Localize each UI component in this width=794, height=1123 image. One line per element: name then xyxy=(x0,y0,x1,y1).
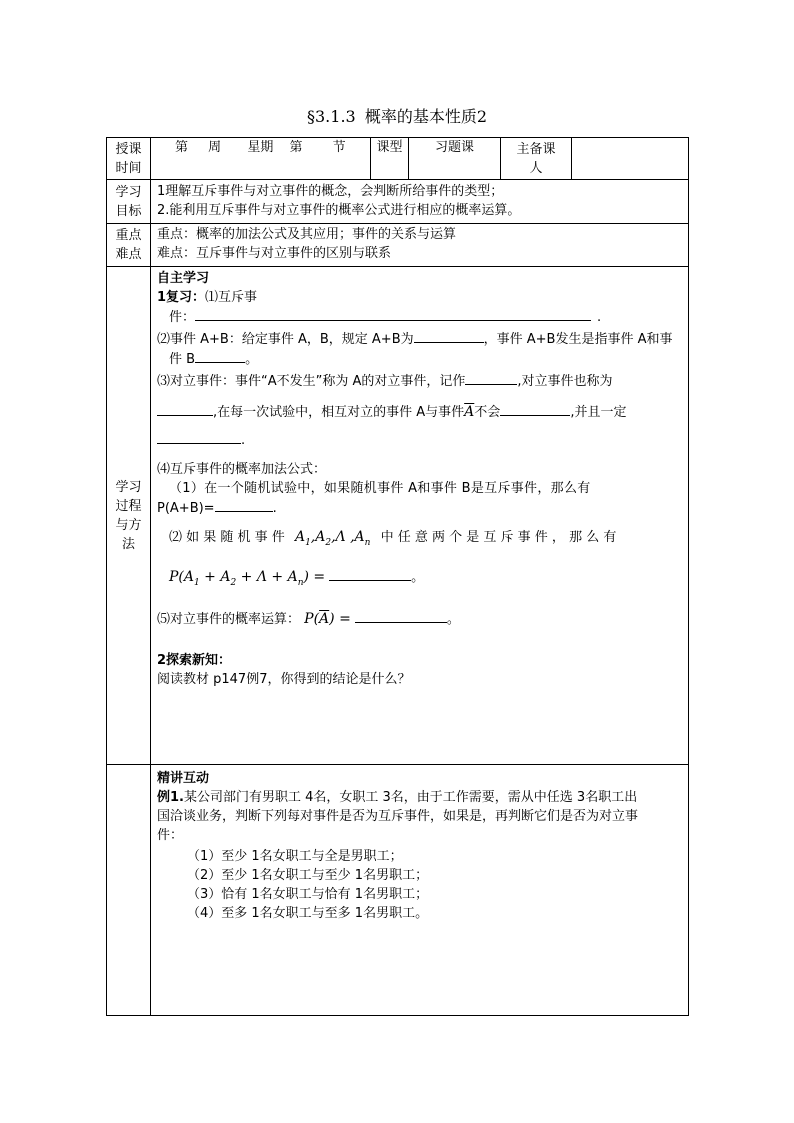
interaction-title: 精讲互动 xyxy=(157,771,210,786)
period-cell: 第 周 星期 第 节 xyxy=(151,138,371,180)
goals-row xyxy=(107,180,689,224)
review-q4-1-formula: P(A+B)= . xyxy=(157,498,682,518)
list-item: （4）至多 1名女职工与至多 1名男职工。 xyxy=(187,906,429,921)
process-row xyxy=(107,267,689,765)
review-q2: ⑵事件 A+B：给定事件 A，B，规定 A+B为 ，事件 A+B发生是指事件 A和事 xyxy=(157,329,682,349)
explore-title: 2探索新知： xyxy=(157,652,232,668)
keypoints-label: 重点 难点 xyxy=(107,224,151,267)
goal-item: 2.能利用互斥事件与对立事件的概率公式进行相应的概率运算。 xyxy=(157,203,521,218)
example-items xyxy=(157,847,682,923)
example-line-2: 国洽谈业务，判断下列每对事件是否为互斥事件，如果是，再判断它们是否为对立事 xyxy=(157,809,639,824)
review-q5: ⑸对立事件的概率运算： $P(\overline{A})$ = 。 xyxy=(157,610,460,627)
title-text: 概率的基本性质2 xyxy=(364,107,487,126)
goals-label: 学习 目标 xyxy=(107,180,151,224)
lesson-table xyxy=(106,137,689,1016)
type-value: 习题课 xyxy=(409,138,501,180)
keypoints-content xyxy=(151,224,689,267)
section-number: §3.1.3 xyxy=(307,107,356,126)
review-q3-cont: ,在每一次试验中，相互对立的事件 A与事件$\overline{A}$不会 ,并且一定 xyxy=(157,402,682,422)
review-q4-2: ⑵ 如 果 随 机 事 件 $A_1,A_2,\Lambda$ $,A_n$ 中 任 意 两 个 是 互 斥 事 件 ， 那 么 有 xyxy=(169,529,617,548)
review-q2-cont: 件 B 。 xyxy=(157,349,682,369)
important-point: 重点：概率的加法公式及其应用；事件的关系与运算 xyxy=(157,227,457,242)
process-content xyxy=(151,267,689,765)
list-item: （3）恰有 1名女职工与恰有 1名男职工； xyxy=(187,887,429,902)
example-line-3: 件： xyxy=(157,828,184,843)
review-q1: 1复习：⑴互斥事 xyxy=(157,290,258,305)
review-q4-title: ⑷互斥事件的概率加法公式： xyxy=(157,462,327,477)
interaction-content xyxy=(151,765,689,1016)
review-q4-1: （1）在一个随机试验中，如果随机事件 A和事件 B是互斥事件，那么有 xyxy=(169,481,591,496)
explore-text: 阅读教材 p147例7，你得到的结论是什么？ xyxy=(157,671,411,687)
review-q3-end: . xyxy=(157,430,682,450)
preparer-label: 主备课 人 xyxy=(501,138,572,180)
list-item: （1）至少 1名女职工与全是男职工； xyxy=(187,849,403,864)
preparer-value xyxy=(572,138,689,180)
page-title xyxy=(0,104,794,127)
process-label: 学习 过程 与方 法 xyxy=(107,267,151,765)
goal-item: 1理解互斥事件与对立事件的概念，会判断所给事件的类型； xyxy=(157,184,504,199)
review-q1-line: 件： . xyxy=(157,307,682,327)
review-q3: ⑶对立事件：事件“A不发生”称为 A的对立事件，记作 ,对立事件也称为 xyxy=(157,371,682,391)
difficult-point: 难点：互斥事件与对立事件的区别与联系 xyxy=(157,246,392,261)
keypoints-row xyxy=(107,224,689,267)
interaction-row xyxy=(107,765,689,1016)
interaction-label xyxy=(107,765,151,1016)
list-item: （2）至少 1名女职工与至少 1名男职工； xyxy=(187,868,429,883)
type-label: 课型 xyxy=(371,138,409,180)
self-study-title: 自主学习 xyxy=(157,271,210,286)
example-line-1: 例1.某公司部门有男职工 4名，女职工 3名，由于工作需要，需从中任选 3名职工出 xyxy=(157,790,638,805)
goals-content xyxy=(151,180,689,224)
header-row xyxy=(107,138,689,180)
review-q4-2-formula: $P(A_1 + A_2 + \Lambda + A_n)$ = 。 xyxy=(169,568,425,588)
teach-time-label: 授课 时间 xyxy=(107,138,151,180)
